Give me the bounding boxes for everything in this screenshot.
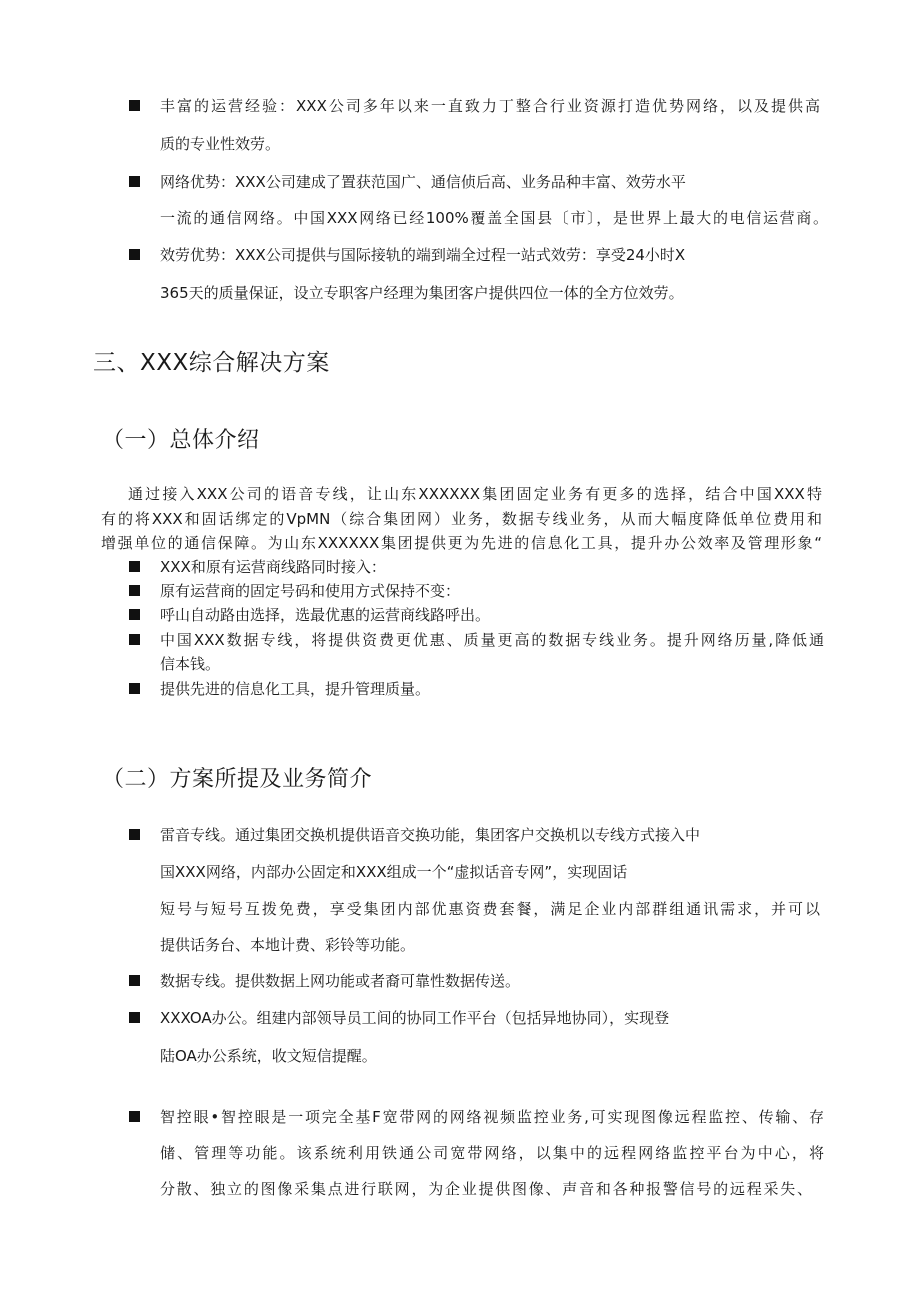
- list-item-text: 中国XXX数据专线，将提供资费更优惠、质量更高的数据专线业务。提升网络历量,降低通: [160, 631, 824, 649]
- bullet-icon: [129, 634, 140, 645]
- list-item-text: 雷音专线。通过集团交换机提供语音交换功能，集团客户交换机以专线方式接入中: [160, 826, 701, 844]
- list-item-text: 提供话务台、本地计费、彩铃等功能。: [160, 936, 416, 954]
- list-item-text: XXX和原有运营商线路同时接入：: [160, 558, 386, 576]
- subsection-title: （一）总体介绍: [102, 428, 260, 453]
- list-item-text: 原有运营商的固定号码和使用方式保持不变：: [160, 582, 461, 600]
- bullet-icon: [129, 249, 140, 260]
- bullet-icon: [129, 609, 140, 620]
- list-item-text: XXXOA办公。组建内部领导员工间的协同工作平台（包括异地协同），实现登: [160, 1009, 670, 1027]
- list-item-text: 短号与短号互拨免费，享受集团内部优惠资费套餐，满足企业内部群组通讯需求，并可以: [160, 900, 820, 918]
- paragraph-line: 一流的通信网络。中国XXX网络已经100%覆盖全国县〔市〕，是世界上最大的电信运营商。: [160, 209, 828, 227]
- bullet-icon: [129, 561, 140, 572]
- bullet-icon: [129, 683, 140, 694]
- list-item-text: 数据专线。提供数据上网功能或者裔可靠性数据传送。: [160, 972, 521, 990]
- list-item-text: 提供先进的信息化工具，提升管理质量。: [160, 680, 431, 698]
- bullet-icon: [129, 176, 140, 187]
- paragraph-line: 质的专业性效劳。: [160, 135, 281, 153]
- paragraph-line: 效劳优势：XXX公司提供与国际接轨的端到端全过程一站式效劳：享受24小时X: [160, 246, 686, 264]
- list-item-text: 储、管理等功能。该系统利用铁通公司宽带网络，以集中的远程网络监控平台为中心，将: [160, 1144, 824, 1162]
- paragraph-line: 365天的质量保证，设立专职客户经理为集团客户提供四位一体的全方位效劳。: [160, 284, 684, 302]
- bullet-icon: [129, 100, 140, 111]
- paragraph-line: 有的将XXX和固话绑定的VpMN（综合集团网）业务，数据专线业务，从而大幅度降低单位费用和: [101, 510, 822, 528]
- list-item-text: 国XXX网络，内部办公固定和XXX组成一个“虚拟话音专网”，实现固话: [160, 863, 628, 881]
- section-heading: 三、XXX综合解决方案: [93, 350, 330, 376]
- bullet-icon: [129, 1012, 140, 1023]
- subsection-title: （二）方案所提及业务简介: [102, 767, 373, 792]
- paragraph-line: 增强单位的通信保障。为山东XXXXXX集团提供更为先进的信息化工具，提升办公效率及管理形象“: [101, 534, 822, 552]
- bullet-icon: [129, 829, 140, 840]
- list-item-text: 智控眼•智控眼是一项完全基F宽带网的网络视频监控业务,可实现图像远程监控、传输、存: [160, 1108, 824, 1126]
- paragraph-line: 通过接入XXX公司的语音专线，让山东XXXXXX集团固定业务有更多的选择，结合中国XXX特: [128, 485, 822, 503]
- list-item-text: 呼山自动路由选择，选最优惠的运营商线路呼出。: [160, 606, 491, 624]
- bullet-icon: [129, 585, 140, 596]
- paragraph-line: 网络优势：XXX公司建成了置获范国广、通信侦后高、业务品种丰富、效劳水平: [160, 173, 686, 191]
- list-item-text: 陆OA办公系统，收文短信提醒。: [160, 1047, 377, 1065]
- bullet-icon: [129, 1111, 140, 1122]
- paragraph-line: 丰富的运营经验：XXX公司多年以来一直致力丁整合行业资源打造优势网络，以及提供高: [160, 97, 820, 115]
- bullet-icon: [129, 975, 140, 986]
- list-item-text: 信本钱。: [160, 655, 221, 673]
- list-item-text: 分散、独立的图像采集点进行联网，为企业提供图像、声音和各种报警信号的远程采失、: [160, 1180, 812, 1198]
